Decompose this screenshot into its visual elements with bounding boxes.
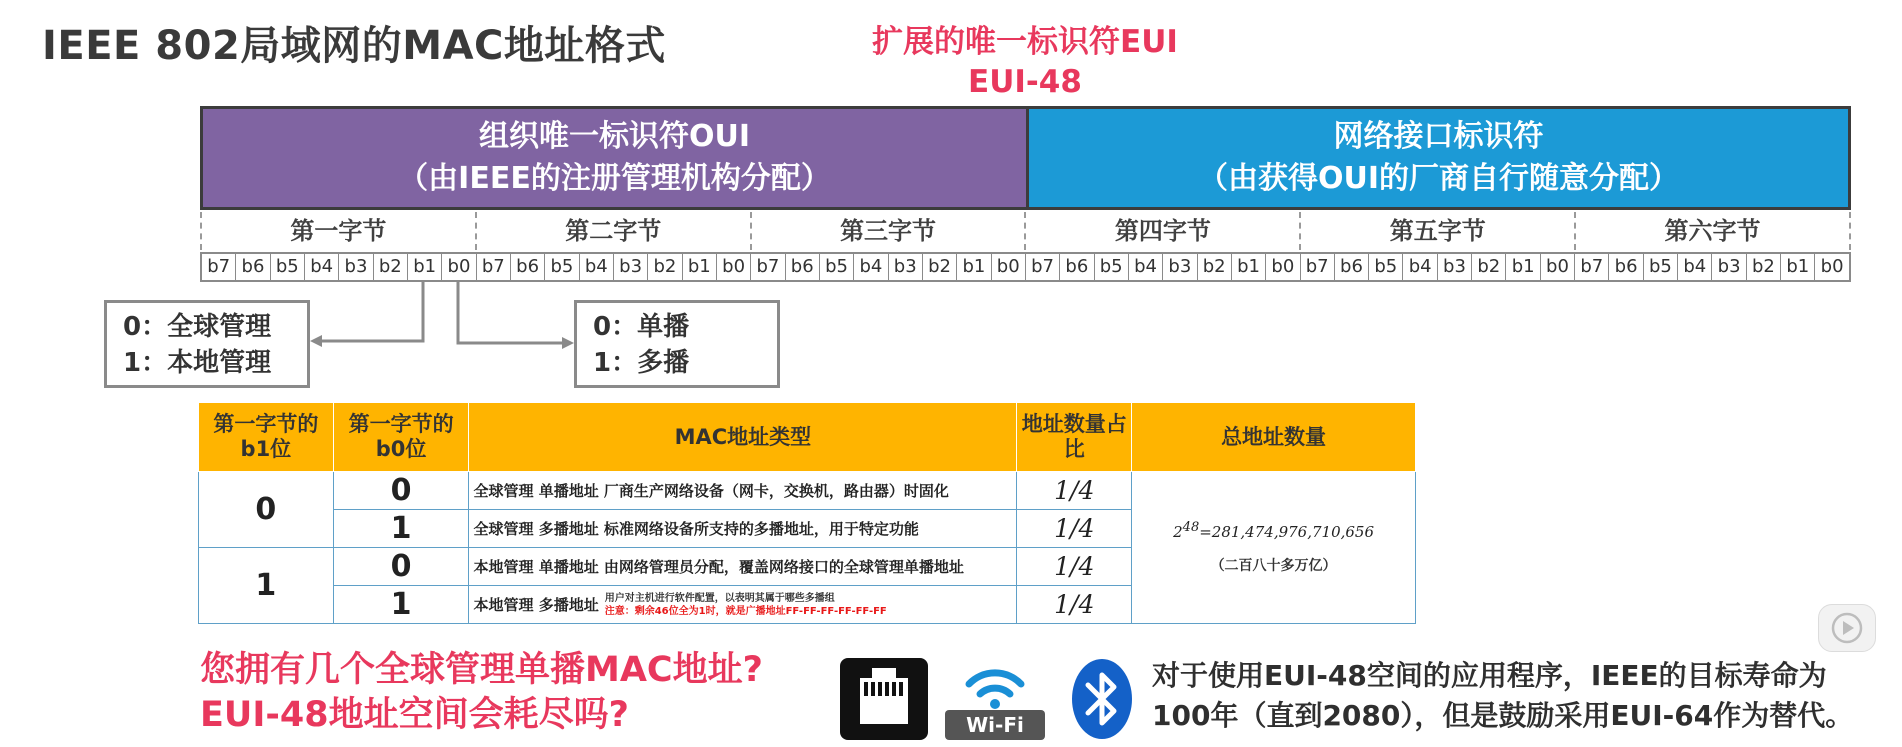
ethernet-port-icon xyxy=(840,658,928,740)
play-button[interactable] xyxy=(1818,604,1876,652)
header-ratio: 地址数量占比 xyxy=(1017,403,1132,472)
mac-type-table xyxy=(198,402,1416,624)
wifi-icon xyxy=(945,658,1045,740)
bit-cell: b1 xyxy=(1781,254,1815,280)
bit-cell: b3 xyxy=(339,254,373,280)
ratio: 1/4 xyxy=(1017,472,1132,510)
nic-label: 网络接口标识符 xyxy=(1333,119,1544,154)
b1-meaning-line2: 1：本地管理 xyxy=(123,348,272,378)
byte-label: 第一字节 xyxy=(200,212,475,250)
ieee-note-line2: 100年（直到2080），但是鼓励采用EUI-64作为替代。 xyxy=(1152,699,1854,732)
nic-sublabel: （由获得OUI的厂商自行随意分配） xyxy=(1197,161,1680,196)
total-cn: （二百八十多万亿） xyxy=(1210,558,1337,574)
total-address-count xyxy=(1132,472,1416,624)
bit-cell: b1 xyxy=(1506,254,1540,280)
b0-value: 0 xyxy=(333,548,469,586)
table-row xyxy=(199,472,1416,510)
bit-cell: b2 xyxy=(1472,254,1506,280)
byte-label: 第六字节 xyxy=(1574,212,1851,250)
b0-arrow xyxy=(458,282,566,343)
bit-cell: b2 xyxy=(1747,254,1781,280)
mac-type: 本地管理 多播地址 xyxy=(473,596,599,614)
bit-cell: b4 xyxy=(305,254,339,280)
ratio: 1/4 xyxy=(1017,510,1132,548)
bit-cell: b4 xyxy=(854,254,888,280)
byte-label: 第五字节 xyxy=(1299,212,1574,250)
header-b0: 第一字节的b0位 xyxy=(333,403,469,472)
b0-value: 1 xyxy=(333,510,469,548)
bit-cell: b0 xyxy=(442,254,476,280)
b1-meaning-box xyxy=(104,300,310,388)
ieee-note xyxy=(1152,656,1853,736)
bit-cell: b2 xyxy=(648,254,682,280)
bit-cell: b5 xyxy=(1369,254,1403,280)
bit-cell: b4 xyxy=(580,254,614,280)
bit-cell: b2 xyxy=(923,254,957,280)
bit-cell: b0 xyxy=(717,254,751,280)
total-value: =281,474,976,710,656 xyxy=(1199,523,1375,541)
bit-cell: b7 xyxy=(202,254,236,280)
bit-cell: b0 xyxy=(1541,254,1575,280)
eui-heading-line1: 扩展的唯一标识符EUI xyxy=(872,24,1178,60)
bit-cell: b6 xyxy=(511,254,545,280)
mac-type: 全球管理 多播地址 标准网络设备所支持的多播地址，用于特定功能 xyxy=(469,510,1017,548)
bit-cell: b6 xyxy=(1060,254,1094,280)
header-type: MAC地址类型 xyxy=(469,403,1017,472)
wifi-label: Wi-Fi xyxy=(966,713,1024,737)
bit-cell: b1 xyxy=(683,254,717,280)
bluetooth-icon xyxy=(1070,658,1134,740)
bit-cell: b0 xyxy=(1266,254,1300,280)
bit-cell: b4 xyxy=(1129,254,1163,280)
mac-type-cell xyxy=(469,586,1017,624)
b1-arrowhead xyxy=(310,335,322,347)
b1-value: 0 xyxy=(199,472,334,548)
bit-cell: b3 xyxy=(1438,254,1472,280)
header-b1: 第一字节的b1位 xyxy=(199,403,334,472)
total-base: 2 xyxy=(1173,523,1183,541)
byte-label: 第三字节 xyxy=(750,212,1025,250)
b0-meaning-line1: 0：单播 xyxy=(593,312,690,342)
broadcast-note: 注意：剩余46位全为1时，就是广播地址FF-FF-FF-FF-FF-FF xyxy=(604,605,887,617)
mac-type: 全球管理 单播地址 厂商生产网络设备（网卡，交换机，路由器）时固化 xyxy=(469,472,1017,510)
eui-heading-line2: EUI-48 xyxy=(968,64,1082,100)
mac-type: 本地管理 单播地址 由网络管理员分配，覆盖网络接口的全球管理单播地址 xyxy=(469,548,1017,586)
bit-cell: b2 xyxy=(374,254,408,280)
b0-value: 1 xyxy=(333,586,469,624)
total-exponent: 48 xyxy=(1182,520,1200,535)
b0-meaning-box xyxy=(574,300,780,388)
b1-value: 1 xyxy=(199,548,334,624)
bit-cell: b5 xyxy=(271,254,305,280)
question-line1: 您拥有几个全球管理单播MAC地址? xyxy=(200,650,763,690)
question-text xyxy=(200,648,763,738)
b0-value: 0 xyxy=(333,472,469,510)
bit-cell: b3 xyxy=(1712,254,1746,280)
byte-label: 第二字节 xyxy=(475,212,750,250)
b1-meaning-line1: 0：全球管理 xyxy=(123,312,272,342)
bit-cell: b4 xyxy=(1403,254,1437,280)
question-line2: EUI-48地址空间会耗尽吗? xyxy=(200,695,629,735)
ratio: 1/4 xyxy=(1017,586,1132,624)
header-total: 总地址数量 xyxy=(1132,403,1416,472)
ratio: 1/4 xyxy=(1017,548,1132,586)
ieee-note-line1: 对于使用EUI-48空间的应用程序，IEEE的目标寿命为 xyxy=(1152,659,1827,692)
bit-cell: b0 xyxy=(1820,256,1844,277)
bit-cell: b6 xyxy=(236,254,270,280)
bit-cell: b5 xyxy=(1095,254,1129,280)
oui-sublabel: （由IEEE的注册管理机构分配） xyxy=(398,161,831,196)
b0-arrowhead xyxy=(562,337,574,349)
bit-cell: b4 xyxy=(1678,254,1712,280)
bit-cell: b5 xyxy=(1644,254,1678,280)
bit-cell: b3 xyxy=(889,254,923,280)
page-title: IEEE 802局域网的MAC地址格式 xyxy=(42,23,666,69)
bit-cell: b7 xyxy=(1301,254,1335,280)
b1-arrow xyxy=(316,282,423,341)
bit-cell: b7 xyxy=(1026,254,1060,280)
b0-meaning-line2: 1：多播 xyxy=(593,348,690,378)
bit-cell: b5 xyxy=(820,254,854,280)
bit-cell: b1 xyxy=(1232,254,1266,280)
mac-type-note: 用户对主机进行软件配置，以表明其属于哪些多播组 xyxy=(604,592,835,604)
play-icon xyxy=(1819,605,1875,651)
bit-cell: b6 xyxy=(1335,254,1369,280)
bit-cell: b3 xyxy=(614,254,648,280)
bit-cell: b3 xyxy=(1163,254,1197,280)
byte-label: 第四字节 xyxy=(1024,212,1299,250)
bit-cell: b1 xyxy=(408,254,442,280)
bit-cell: b6 xyxy=(786,254,820,280)
bit-cell: b2 xyxy=(1198,254,1232,280)
bit-cell: b5 xyxy=(545,254,579,280)
bit-cell: b7 xyxy=(751,254,785,280)
bit-cell: b7 xyxy=(477,254,511,280)
oui-label: 组织唯一标识符OUI xyxy=(478,119,751,154)
bit-cell: b1 xyxy=(957,254,991,280)
bit-cell: b6 xyxy=(1609,254,1643,280)
bit-cell: b0 xyxy=(992,254,1026,280)
bit-cell: b7 xyxy=(1575,254,1609,280)
